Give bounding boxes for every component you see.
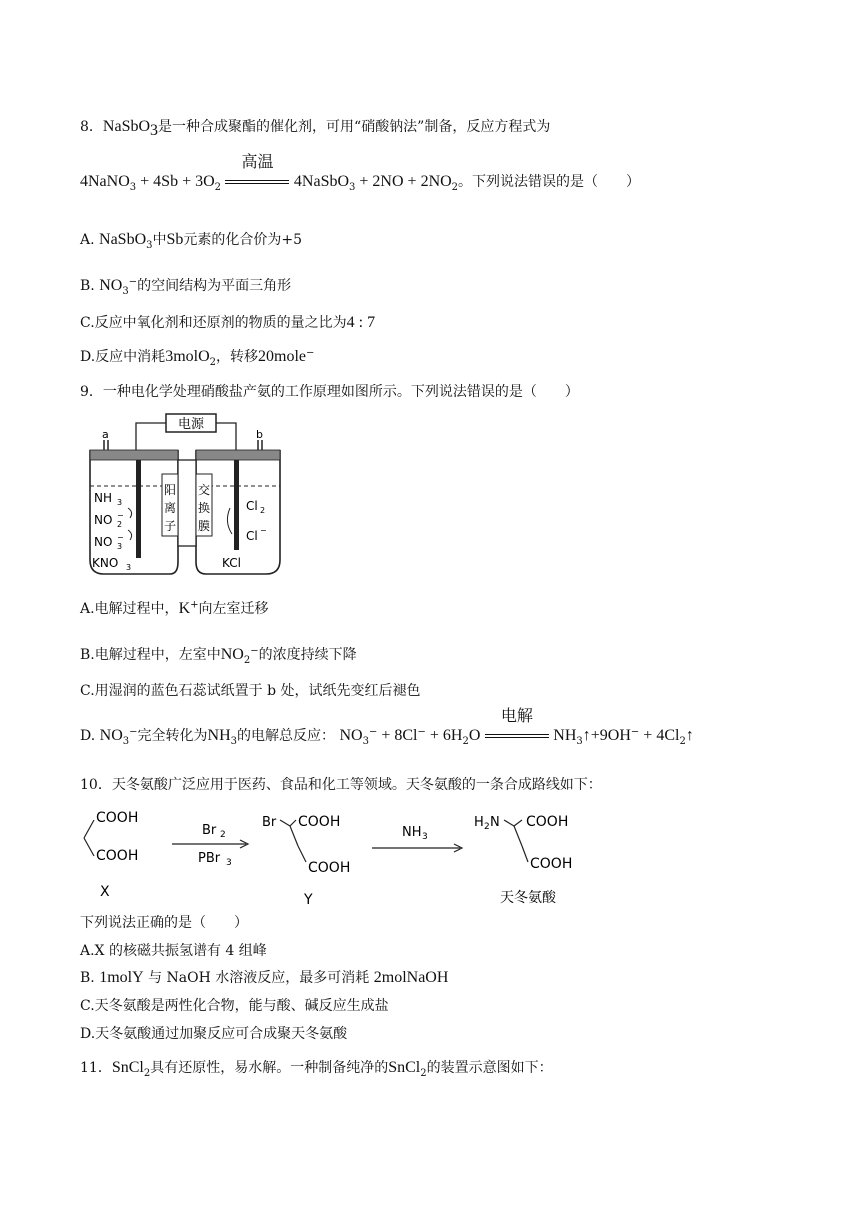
svg-text:H: H bbox=[474, 815, 484, 830]
svg-text:Cl: Cl bbox=[246, 499, 258, 513]
equilibrium-arrow: 高温 bbox=[225, 172, 289, 192]
q10-option-b: B. 1molY 与 NaOH 水溶液反应，最多可消耗 2molNaOH bbox=[80, 969, 449, 986]
svg-text:3: 3 bbox=[117, 498, 123, 507]
svg-text:Cl: Cl bbox=[246, 529, 258, 543]
q8-option-c: C.反应中氧化剂和还原剂的物质的量之比为4 : 7 bbox=[80, 314, 376, 331]
svg-text:KNO: KNO bbox=[92, 556, 119, 570]
svg-text:3: 3 bbox=[117, 542, 123, 551]
q11-stem: 11．SnCl$_2$具有还原性，易水解。一种制备纯净的SnCl$_2$的装置示意图如下： bbox=[80, 1059, 553, 1079]
svg-text:换: 换 bbox=[197, 501, 211, 515]
svg-text:−: − bbox=[117, 533, 124, 542]
svg-text:COOH: COOH bbox=[96, 810, 139, 826]
svg-text:Br: Br bbox=[202, 823, 217, 838]
q8-option-a: A. NaSbO$_3$中Sb元素的化合价为+5 bbox=[80, 231, 303, 251]
q9-option-b: B.电解过程中，左室中$NO_2^-$的浓度持续下降 bbox=[80, 645, 357, 666]
q8-option-b: B. $NO_3^-$的空间结构为平面三角形 bbox=[80, 276, 292, 297]
q8-stem: 8．NaSbO$_3$是一种合成聚酯的催化剂，可用“硝酸钠法”制备，反应方程式为 bbox=[80, 118, 551, 139]
svg-text:−: − bbox=[117, 511, 124, 520]
q9-option-a: A.电解过程中，K+向左室迁移 bbox=[80, 599, 269, 617]
q9-option-c: C.用湿润的蓝色石蕊试纸置于 b 处，试纸先变红后褪色 bbox=[80, 683, 421, 699]
svg-text:COOH: COOH bbox=[530, 856, 573, 872]
svg-text:N: N bbox=[490, 815, 500, 830]
svg-text:阳: 阳 bbox=[163, 483, 177, 497]
svg-text:2: 2 bbox=[220, 830, 226, 840]
q8-option-d: D.反应中消耗3molO$_2$，转移20mole− bbox=[80, 347, 315, 368]
q9-stem: 9．一种电化学处理硝酸盐产氨的工作原理如图所示。下列说法错误的是（ ） bbox=[80, 384, 579, 400]
q10-stem: 10．天冬氨酸广泛应用于医药、食品和化工等领域。天冬氨酸的一条合成路线如下： bbox=[80, 777, 602, 793]
svg-text:NO: NO bbox=[94, 535, 113, 549]
power-label: 电源 bbox=[177, 417, 205, 432]
svg-text:NH: NH bbox=[94, 491, 112, 505]
svg-text:Br: Br bbox=[262, 815, 277, 830]
svg-text:子: 子 bbox=[163, 519, 177, 533]
label-y: Y bbox=[304, 892, 313, 908]
svg-text:3: 3 bbox=[226, 858, 232, 868]
svg-text:NO: NO bbox=[94, 513, 113, 527]
svg-text:COOH: COOH bbox=[96, 848, 139, 864]
svg-text:2: 2 bbox=[484, 822, 490, 832]
svg-text:KCl: KCl bbox=[222, 556, 241, 570]
svg-text:膜: 膜 bbox=[197, 519, 211, 533]
svg-text:COOH: COOH bbox=[308, 860, 351, 876]
q8-equation: 4NaNO$_3$ + $4Sb + 3O_2$ 高温 4NaSbO$_3$ + $2NO + 2NO_2$。下列说法错误的是（ ） bbox=[80, 152, 641, 193]
svg-text:PBr: PBr bbox=[198, 851, 221, 866]
svg-text:3: 3 bbox=[422, 832, 428, 842]
q9-option-d: D. $NO_3^-$完全转化为$NH_3$的电解总反应： $NO_3^- + 8Cl^- + 6H_2O$ 电解 $NH_3↑+9OH^-$ + $4Cl_2↑$ bbox=[80, 706, 694, 747]
svg-text:2: 2 bbox=[260, 506, 266, 515]
electrolysis-arrow: 电解 bbox=[485, 726, 549, 746]
label-b: b bbox=[256, 428, 263, 441]
q10-option-c: C.天冬氨酸是两性化合物，能与酸、碱反应生成盐 bbox=[80, 998, 389, 1014]
q10-question: 下列说法正确的是（ ） bbox=[80, 915, 248, 931]
svg-text:3: 3 bbox=[126, 563, 132, 572]
q10-option-d: D.天冬氨酸通过加聚反应可合成聚天冬氨酸 bbox=[80, 1026, 348, 1042]
svg-text:COOH: COOH bbox=[526, 814, 569, 830]
svg-text:交: 交 bbox=[197, 483, 211, 497]
q10-option-a: A.X 的核磁共振氢谱有 4 组峰 bbox=[80, 943, 267, 959]
svg-text:COOH: COOH bbox=[298, 814, 341, 830]
label-a: a bbox=[102, 428, 109, 441]
label-product: 天冬氨酸 bbox=[500, 890, 556, 906]
svg-text:NH: NH bbox=[402, 825, 422, 840]
svg-text:−: − bbox=[260, 526, 267, 535]
svg-text:离: 离 bbox=[163, 501, 177, 515]
label-x: X bbox=[100, 884, 110, 900]
q10-synthesis-figure bbox=[76, 798, 596, 914]
q9-electrolysis-figure bbox=[86, 412, 286, 584]
svg-text:2: 2 bbox=[117, 520, 123, 529]
